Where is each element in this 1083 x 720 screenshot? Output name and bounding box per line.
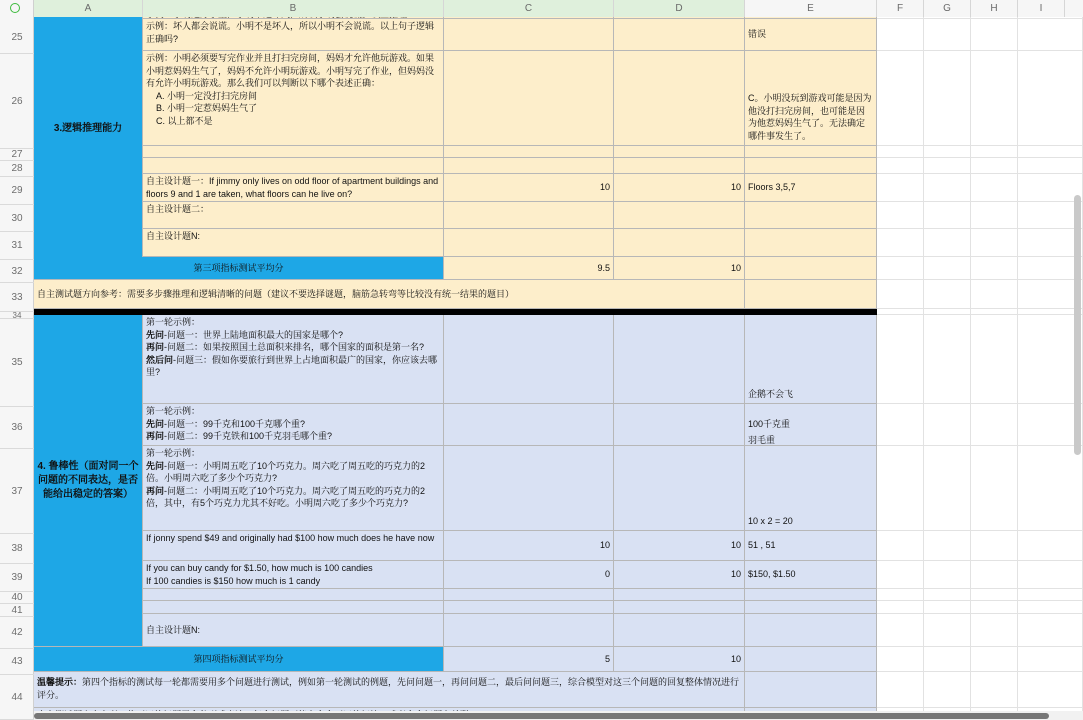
b35-prefix-3: 然后问 — [146, 354, 174, 365]
cell-e29[interactable]: Floors 3,5,7 — [745, 174, 877, 202]
empty-grid-line — [877, 530, 1083, 531]
cell-e39[interactable]: $150, $1.50 — [745, 561, 877, 589]
cell-c30[interactable] — [444, 202, 614, 229]
b36-line-2 — [146, 430, 440, 443]
column-header-e[interactable]: E — [745, 0, 877, 17]
cell-e26[interactable]: C。小明没玩到游戏可能是因为他没打扫完房间，也可能是因为他惹妈妈生气了。无法确定哪件事发生了。 — [745, 51, 877, 146]
cell-e27[interactable] — [745, 146, 877, 158]
cell-e31[interactable] — [745, 229, 877, 257]
b35-line-1 — [146, 329, 440, 342]
select-all-corner[interactable] — [0, 0, 34, 17]
cell-e25[interactable]: 错误 — [745, 19, 877, 51]
b36-prefix-1: 先问 — [146, 418, 165, 429]
cell-e36[interactable] — [745, 404, 877, 446]
cell-e30[interactable] — [745, 202, 877, 229]
row-header-43[interactable]: 43 — [0, 649, 34, 675]
row-header-bar — [0, 17, 34, 720]
cell-c29[interactable]: 10 — [444, 174, 614, 202]
column-header-d[interactable]: D — [614, 0, 745, 17]
b35-line-2 — [146, 341, 440, 354]
row-header-40[interactable]: 40 — [0, 592, 34, 604]
empty-grid-line — [877, 256, 1083, 257]
row-header-34[interactable]: 34 — [0, 312, 34, 319]
row-header-27[interactable]: 27 — [0, 149, 34, 161]
row-header-25[interactable]: 25 — [0, 22, 34, 54]
b35-prefix-1: 先问 — [146, 329, 165, 340]
empty-grid-line — [877, 145, 1083, 146]
cell-d29[interactable]: 10 — [614, 174, 745, 202]
row-header-32[interactable]: 32 — [0, 260, 34, 283]
cell-b25[interactable]: 示例：坏人都会说谎。小明不是坏人，所以小明不会说谎。以上句子逻辑正确吗? — [143, 19, 444, 51]
cell-c41[interactable] — [444, 601, 614, 614]
b35-text-0: 第一轮示例： — [146, 317, 201, 327]
cell-d41[interactable] — [614, 601, 745, 614]
cell-c43[interactable]: 5 — [444, 647, 614, 672]
cell-c28[interactable] — [444, 158, 614, 174]
b36-line-1 — [146, 418, 440, 431]
empty-grid-line — [877, 50, 1083, 51]
column-header-f[interactable]: F — [877, 0, 924, 17]
cell-e44[interactable] — [745, 672, 877, 708]
cell-b40[interactable] — [143, 589, 444, 601]
section4-average-label[interactable]: 第四项指标测试平均分 — [34, 647, 444, 672]
cell-d39[interactable]: 10 — [614, 561, 745, 589]
cell-b26[interactable] — [143, 51, 444, 146]
b26-question: 示例：小明必须要写完作业并且打扫完房间，妈妈才允许他玩游戏。如果小明惹妈妈生气了，妈妈不允许小明玩游戏。小明写完了作业，但妈妈没有允许小明玩游戏。那么我们可以判断以下哪个表述正确： — [146, 53, 435, 88]
cell-d36[interactable] — [614, 404, 745, 446]
cell-e37[interactable]: 10 x 2 = 20 — [745, 446, 877, 531]
b26-option-c: C. 以上都不是 — [156, 115, 213, 126]
empty-grid-line — [877, 560, 1083, 561]
e36-line-1: 100千克重 — [748, 419, 791, 429]
cell-b36[interactable] — [143, 404, 444, 446]
column-header-i[interactable]: I — [1018, 0, 1065, 17]
cell-c31[interactable] — [444, 229, 614, 257]
horizontal-scrollbar-thumb[interactable] — [34, 713, 1049, 719]
empty-grid-line — [877, 707, 1083, 708]
cell-c37[interactable] — [444, 446, 614, 531]
b36-text-1: -问题一：99千克和100千克哪个重? — [164, 418, 306, 429]
b37-text-1: -问题一：小明周五吃了10个巧克力。周六吃了周五吃的巧克力的2倍。小明周六吃了多少个巧克力? — [146, 460, 426, 483]
cell-b31[interactable]: 自主设计题N: — [143, 229, 444, 257]
empty-grid-line — [877, 157, 1083, 158]
cell-c36[interactable] — [444, 404, 614, 446]
cell-c42[interactable] — [444, 614, 614, 647]
b37-line-0 — [146, 447, 440, 460]
empty-grid-line — [877, 201, 1083, 202]
empty-grid-line — [877, 308, 1083, 309]
cell-d40[interactable] — [614, 589, 745, 601]
row-header-26[interactable]: 26 — [0, 54, 34, 149]
section4-title-cell[interactable]: 4. 鲁棒性（面对同一个问题的不同表达，是否能给出稳定的答案） — [34, 315, 143, 647]
horizontal-scrollbar-track[interactable] — [34, 711, 1083, 720]
cell-d37[interactable] — [614, 446, 745, 531]
b35-line-3 — [146, 354, 440, 379]
empty-grid-line — [877, 600, 1083, 601]
cell-d35[interactable] — [614, 315, 745, 404]
cell-b38[interactable]: If jonny spend $49 and originally had $100 how much does he have now — [143, 531, 444, 561]
b37-prefix-1: 先问 — [146, 460, 165, 471]
empty-grid-line — [877, 173, 1083, 174]
b35-text-3: -问题三：假如你要旅行到世界上占地面积最广的国家，你应该去哪里? — [146, 354, 438, 377]
b37-line-1 — [146, 460, 440, 485]
column-header-g[interactable]: G — [924, 0, 971, 17]
cell-d42[interactable] — [614, 614, 745, 647]
b36-prefix-2: 再问 — [146, 431, 165, 441]
cell-c27[interactable] — [444, 146, 614, 158]
e36-line-2: 羽毛重 — [748, 435, 776, 445]
b37-line-2 — [146, 485, 440, 510]
cell-e35[interactable]: 企鹅不会飞 — [745, 315, 877, 404]
cell-e41[interactable] — [745, 601, 877, 614]
column-header-bar — [0, 0, 1083, 18]
cell-d38[interactable]: 10 — [614, 531, 745, 561]
empty-grid-line — [877, 588, 1083, 589]
b36-text-2: -问题二：99千克铁和100千克羽毛哪个重? — [164, 431, 333, 441]
row-header-38[interactable]: 38 — [0, 534, 34, 564]
b37-text-0: 第一轮示例： — [146, 448, 201, 458]
b36-text-0: 第一轮示例： — [146, 406, 201, 416]
cell-e38[interactable]: 51 , 51 — [745, 531, 877, 561]
b35-line-0 — [146, 316, 440, 329]
cell-e40[interactable] — [745, 589, 877, 601]
b35-text-1: -问题一：世界上陆地面积最大的国家是哪个? — [164, 329, 344, 340]
cell-d28[interactable] — [614, 158, 745, 174]
cell-e33[interactable] — [745, 280, 877, 309]
cell-d32[interactable]: 10 — [614, 257, 745, 280]
empty-grid-line — [877, 228, 1083, 229]
b37-prefix-2: 再问 — [146, 485, 165, 496]
cell-d31[interactable] — [614, 229, 745, 257]
column-header-a[interactable]: A — [34, 0, 143, 17]
row-header-35[interactable]: 35 — [0, 319, 34, 407]
cell-b42[interactable]: 自主设计题N: — [143, 614, 444, 647]
row-header-33[interactable]: 33 — [0, 283, 34, 312]
section3-average-label[interactable]: 第三项指标测试平均分 — [34, 257, 444, 280]
empty-grid-line — [877, 279, 1083, 280]
b26-option-b: B. 小明一定惹妈妈生气了 — [156, 103, 258, 113]
column-g-cells[interactable] — [924, 17, 971, 720]
b26-option-a: A. 小明一定没打扫完房间 — [156, 90, 258, 101]
empty-grid-line — [877, 646, 1083, 647]
cell-b35[interactable] — [143, 315, 444, 404]
row-header-42[interactable]: 42 — [0, 617, 34, 649]
cell-e42[interactable] — [745, 614, 877, 647]
cell-b41[interactable] — [143, 601, 444, 614]
empty-grid-line — [877, 314, 1083, 315]
cell-c40[interactable] — [444, 589, 614, 601]
column-h-cells[interactable] — [971, 17, 1018, 720]
cell-b37[interactable] — [143, 446, 444, 531]
cell-c35[interactable] — [444, 315, 614, 404]
cell-d30[interactable] — [614, 202, 745, 229]
column-header-b[interactable]: B — [143, 0, 444, 17]
cell-b29[interactable]: 自主设计题一：If jimmy only lives on odd floor of apartment buildings and floors 9 and 1 are taken, what floors can he live on? — [143, 174, 444, 202]
cell-c38[interactable]: 10 — [444, 531, 614, 561]
column-header-h[interactable]: H — [971, 0, 1018, 17]
empty-grid-line — [877, 18, 1083, 19]
b35-text-2: -问题二：如果按照国土总面积来排名，哪个国家的面积是第一名? — [164, 342, 425, 352]
row-header-29[interactable]: 29 — [0, 177, 34, 205]
column-header-c[interactable]: C — [444, 0, 614, 17]
empty-grid-line — [877, 613, 1083, 614]
tip-prefix: 温馨提示： — [37, 677, 83, 687]
tip-text: 第四个指标的测试每一轮都需要用多个问题进行测试，例如第一轮测试的例题，先问问题一，再问问题二，最后问问题三，综合模型对这三个问题的回复整体情况进行评分。 — [37, 677, 740, 700]
sheet-grid — [34, 17, 1083, 720]
b37-text-2: -问题二：小明周五吃了10个巧克力。周六吃了周五吃的巧克力的2倍，其中，有5个巧克力尤其不好吃。小明周六吃了多少个巧克力? — [146, 485, 426, 508]
vertical-scrollbar[interactable] — [1074, 195, 1081, 455]
row-header-31[interactable]: 31 — [0, 232, 34, 260]
section3-reference-note[interactable]: 自主测试题方向参考：需要多步骤推理和逻辑清晰的问题（建议不要选择谜题，脑筋急转弯等比较没有统一结果的题目） — [34, 280, 745, 309]
b36-line-0 — [146, 405, 440, 418]
cell-d43[interactable]: 10 — [614, 647, 745, 672]
cell-c32[interactable]: 9.5 — [444, 257, 614, 280]
cell-d27[interactable] — [614, 146, 745, 158]
column-f-cells[interactable] — [877, 17, 924, 720]
row-header-28[interactable]: 28 — [0, 161, 34, 177]
cell-e28[interactable] — [745, 158, 877, 174]
cell-e32[interactable] — [745, 257, 877, 280]
cell-d26[interactable] — [614, 51, 745, 146]
section3-title-cell[interactable]: 3.逻辑推理能力 — [34, 17, 143, 263]
cell-c39[interactable]: 0 — [444, 561, 614, 589]
b35-prefix-2: 再问 — [146, 342, 165, 352]
cell-b30[interactable]: 自主设计题二： — [143, 202, 444, 229]
row-header-39[interactable]: 39 — [0, 564, 34, 592]
cell-b27[interactable] — [143, 146, 444, 158]
cell-c25[interactable] — [444, 19, 614, 51]
section4-tip-note[interactable] — [34, 672, 745, 708]
row-header-37[interactable]: 37 — [0, 449, 34, 534]
select-all-icon — [10, 3, 20, 13]
cell-d25[interactable] — [614, 19, 745, 51]
row-header-41[interactable]: 41 — [0, 604, 34, 617]
row-header-44[interactable]: 44 — [0, 675, 34, 720]
cell-b28[interactable] — [143, 158, 444, 174]
row-header-30[interactable]: 30 — [0, 205, 34, 232]
cell-e43[interactable] — [745, 647, 877, 672]
empty-grid-line — [877, 445, 1083, 446]
cell-b39[interactable]: If you can buy candy for $1.50, how much is 100 candies If 100 candies is $150 how much is 1 candy — [143, 561, 444, 589]
cell-c26[interactable] — [444, 51, 614, 146]
empty-grid-line — [877, 671, 1083, 672]
empty-grid-line — [877, 403, 1083, 404]
row-header-36[interactable]: 36 — [0, 407, 34, 449]
